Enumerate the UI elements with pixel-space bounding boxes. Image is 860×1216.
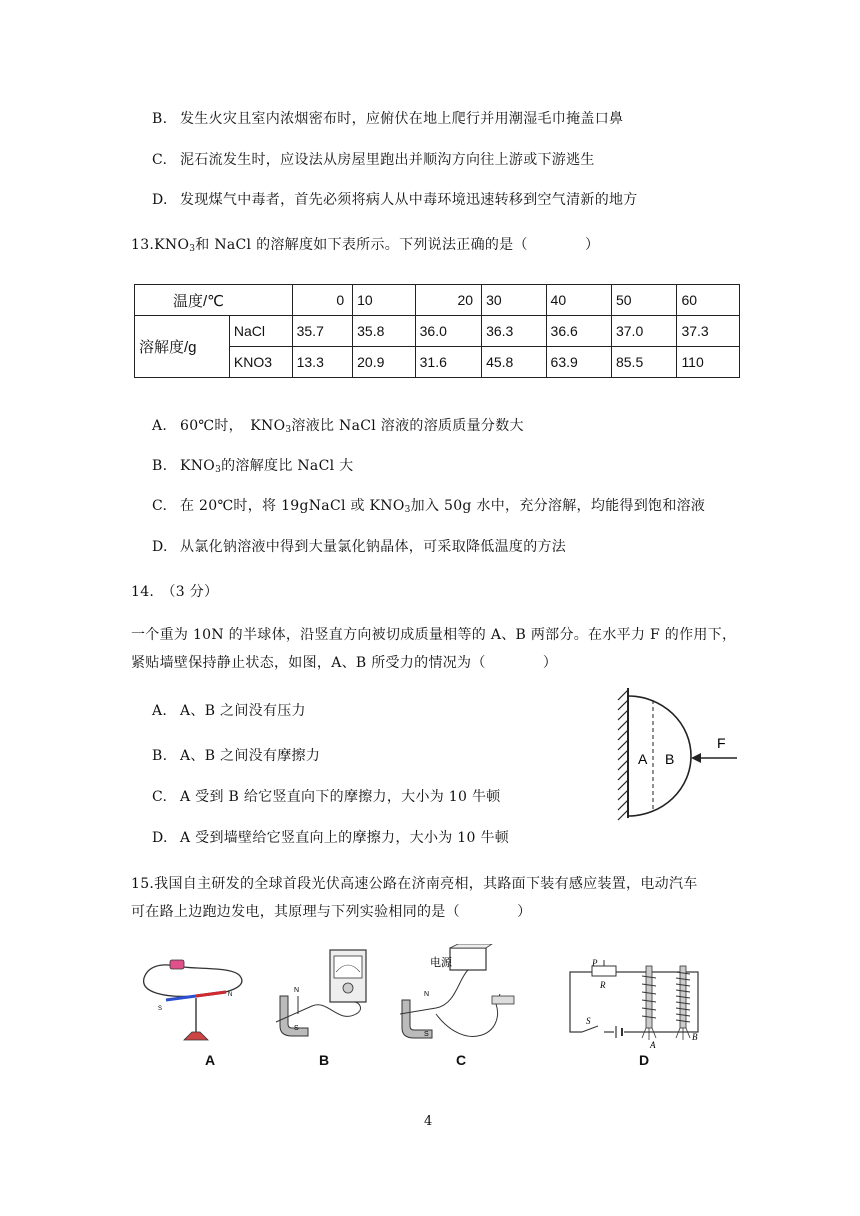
option-text: 发现煤气中毒者，首先必须将病人从中毒环境迅速转移到空气清新的地方 xyxy=(180,192,638,208)
label-r: R xyxy=(600,980,606,990)
table-cell: 20.9 xyxy=(353,347,416,378)
q15-stem-line1: 15.我国自主研发的全球首段光伏高速公路在济南亮相，其路面下装有感应装置，电动汽车 xyxy=(131,876,698,892)
option-text: 加入 50g 水中，充分溶解，均能得到饱和溶液 xyxy=(410,498,706,514)
temp-cell: 50 xyxy=(611,285,676,316)
wall xyxy=(618,688,628,820)
q13-option-a xyxy=(152,415,524,435)
figure-a-compass xyxy=(136,948,256,1048)
figure-d-electromagnet xyxy=(562,956,712,1048)
q14-stem-line1: 一个重为 10N 的半球体，沿竖直方向被切成质量相等的 A、B 两部分。在水平力 F 的作用下， xyxy=(131,627,737,643)
q12-option-c xyxy=(152,149,595,169)
option-label: D. xyxy=(152,830,168,846)
stem-part: 和 NaCl 的溶解度如下表所示。下列说法正确的是（ ） xyxy=(195,237,600,253)
caption-c: C xyxy=(456,1052,467,1068)
subscript: 3 xyxy=(189,244,196,254)
table-cell: 37.3 xyxy=(677,316,740,347)
table-row xyxy=(135,285,740,316)
option-label: A. xyxy=(152,418,168,434)
q15-stem-line2: 可在路上边跑边发电，其原理与下列实验相同的是（ ） xyxy=(131,904,532,920)
row-group-label: 溶解度/g xyxy=(135,316,230,378)
table-cell: 37.0 xyxy=(611,316,676,347)
substance-name: NaCl xyxy=(229,316,292,347)
option-text: 溶液比 NaCl 溶液的溶质质量分数大 xyxy=(291,418,524,434)
table-cell: 35.8 xyxy=(353,316,416,347)
label-p: P xyxy=(592,958,598,968)
option-text: 发生火灾且室内浓烟密布时，应俯伏在地上爬行并用潮湿毛巾掩盖口鼻 xyxy=(180,111,624,127)
page-number: 4 xyxy=(424,1114,433,1129)
caption-d: D xyxy=(639,1052,650,1068)
q12-option-d xyxy=(152,189,638,209)
label-s: S xyxy=(586,1016,591,1026)
temp-cell: 20 xyxy=(415,285,481,316)
svg-text:S: S xyxy=(424,1031,429,1038)
table-cell: 13.3 xyxy=(292,347,353,378)
q14-option-b xyxy=(152,745,320,765)
q14-option-d xyxy=(152,827,509,847)
temp-cell: 30 xyxy=(482,285,546,316)
temp-header: 温度/℃ xyxy=(135,285,293,316)
table-cell: 85.5 xyxy=(611,347,676,378)
option-label: C. xyxy=(152,789,168,805)
option-text: 的溶解度比 NaCl 大 xyxy=(221,458,354,474)
option-label: C. xyxy=(152,498,168,514)
temp-cell: 40 xyxy=(546,285,611,316)
option-label: B. xyxy=(152,111,168,127)
q13-stem xyxy=(131,234,599,254)
option-text: A 受到墙壁给它竖直向上的摩擦力，大小为 10 牛顿 xyxy=(180,830,510,846)
temp-cell: 60 xyxy=(677,285,740,316)
subscript: 3 xyxy=(285,425,292,435)
substance-name: KNO3 xyxy=(229,347,292,378)
table-row xyxy=(135,316,740,347)
option-label: D. xyxy=(152,192,168,208)
option-text: KNO xyxy=(180,458,216,474)
arrowhead-icon xyxy=(691,753,701,763)
option-text: A、B 之间没有摩擦力 xyxy=(180,748,321,764)
caption-a: A xyxy=(205,1052,216,1068)
q14-option-a xyxy=(152,700,306,720)
option-label: B. xyxy=(152,748,168,764)
option-text: A、B 之间没有压力 xyxy=(180,703,306,719)
table-cell: 35.7 xyxy=(292,316,353,347)
svg-text:N: N xyxy=(228,992,233,998)
label-a: A xyxy=(650,1040,656,1048)
caption-b: B xyxy=(319,1052,330,1068)
hemisphere-figure xyxy=(605,686,745,822)
stem-part: 13.KNO xyxy=(131,237,190,253)
table-cell: 36.0 xyxy=(415,316,481,347)
option-label: A. xyxy=(152,703,168,719)
table-cell: 31.6 xyxy=(415,347,481,378)
table-cell: 63.9 xyxy=(546,347,611,378)
q12-option-b xyxy=(152,108,623,128)
label-b: B xyxy=(692,1032,698,1042)
option-text: 在 20℃时，将 19gNaCl 或 KNO xyxy=(180,498,405,514)
power-label: 电源 xyxy=(430,956,452,969)
option-text: A 受到 B 给它竖直向下的摩擦力，大小为 10 牛顿 xyxy=(180,789,501,805)
figure-c-motor xyxy=(396,944,526,1048)
q14-stem-line2: 紧贴墙壁保持静止状态，如图，A、B 所受力的情况为（ ） xyxy=(131,655,558,671)
table-cell: 36.3 xyxy=(482,316,546,347)
label-f: F xyxy=(717,735,726,751)
option-text: 60℃时， KNO xyxy=(180,418,286,434)
q13-option-c xyxy=(152,495,705,515)
table-cell: 110 xyxy=(677,347,740,378)
temp-cell: 10 xyxy=(353,285,416,316)
q14-header: 14. （3 分） xyxy=(131,584,219,600)
option-label: B. xyxy=(152,458,168,474)
option-text: 从氯化钠溶液中得到大量氯化钠晶体，可采取降低温度的方法 xyxy=(180,539,567,555)
q13-option-d xyxy=(152,536,566,556)
q14-option-c xyxy=(152,786,501,806)
solubility-table xyxy=(134,284,740,378)
option-label: C. xyxy=(152,152,168,168)
q13-option-b xyxy=(152,455,353,475)
svg-text:N: N xyxy=(424,991,430,998)
subscript: 3 xyxy=(404,505,411,515)
temp-cell: 0 xyxy=(292,285,353,316)
pole-s: S xyxy=(294,1025,299,1032)
pole-n: N xyxy=(294,987,300,994)
subscript: 3 xyxy=(215,465,222,475)
label-a: A xyxy=(638,751,648,767)
svg-text:S: S xyxy=(158,1006,163,1012)
table-cell: 36.6 xyxy=(546,316,611,347)
table-cell: 45.8 xyxy=(482,347,546,378)
label-b: B xyxy=(665,751,675,767)
figure-b-galvanometer xyxy=(268,944,378,1048)
option-text: 泥石流发生时，应设法从房屋里跑出并顺沟方向往上游或下游逃生 xyxy=(180,152,595,168)
option-label: D. xyxy=(152,539,168,555)
